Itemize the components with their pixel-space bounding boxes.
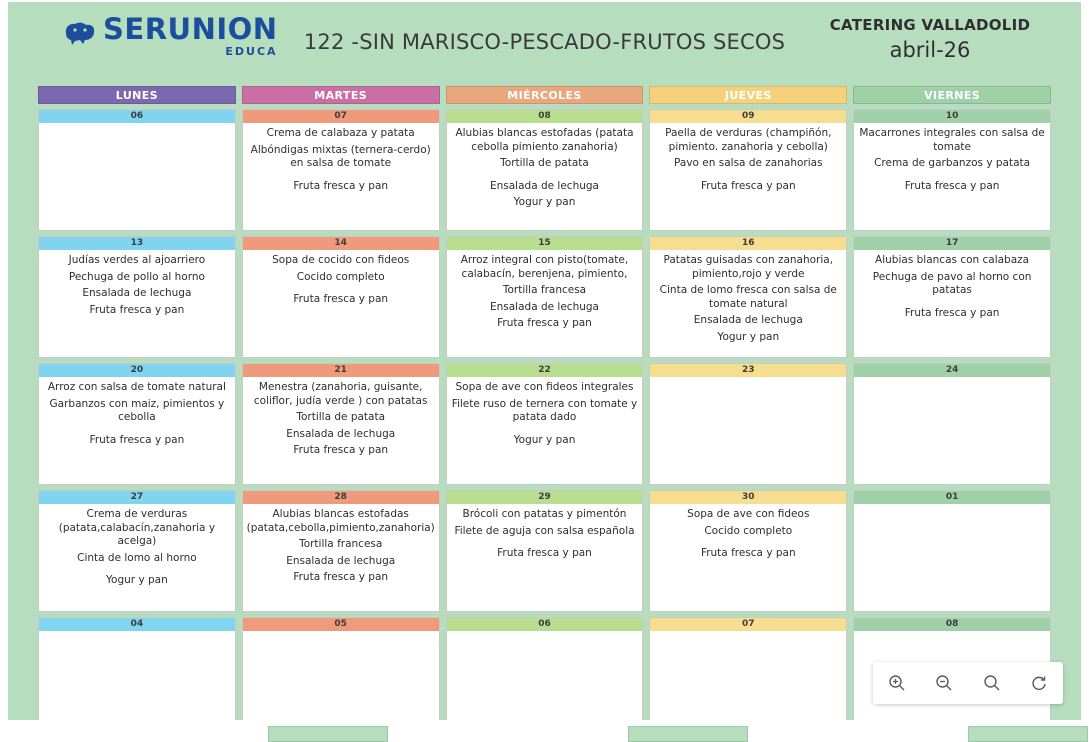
day-number: 28: [243, 491, 439, 504]
day-menu-list: [854, 377, 1050, 484]
weekday-header: VIERNES: [853, 86, 1051, 104]
menu-calendar: [38, 86, 1051, 729]
zoom-out-icon[interactable]: [927, 666, 961, 700]
menu-dish: Ensalada de lechuga: [489, 179, 599, 192]
menu-dish: Fruta fresca y pan: [89, 303, 185, 316]
weekday-header-row: [38, 86, 1051, 104]
calendar-day-cell[interactable]: [242, 490, 440, 612]
menu-dish: Fruta fresca y pan: [89, 433, 185, 446]
weekday-header: LUNES: [38, 86, 236, 104]
day-number: 06: [447, 618, 643, 631]
menu-dish: Tortilla de patata: [296, 411, 386, 423]
day-number: 13: [39, 237, 235, 250]
calendar-day-cell[interactable]: [446, 109, 644, 231]
calendar-day-cell[interactable]: [649, 236, 847, 358]
menu-dish: Fruta fresca y pan: [700, 179, 796, 192]
menu-dish: Yogur y pan: [717, 330, 780, 343]
menu-month: abril-26: [889, 38, 971, 62]
zoom-reset-icon[interactable]: [975, 666, 1009, 700]
menu-dish: Ensalada de lechuga: [489, 300, 599, 313]
menu-dish: Fruta fresca y pan: [293, 444, 389, 456]
calendar-day-cell[interactable]: [38, 363, 236, 485]
day-number: 30: [650, 491, 846, 504]
day-menu-list: [39, 123, 235, 230]
day-number: 17: [854, 237, 1050, 250]
calendar-day-cell[interactable]: [38, 490, 236, 612]
day-number: 20: [39, 364, 235, 377]
menu-dish: Macarrones integrales con salsa de tomate: [859, 127, 1045, 153]
day-number: 16: [650, 237, 846, 250]
day-menu-list: [243, 631, 439, 728]
page-title: 122 -SIN MARISCO-PESCADO-FRUTOS SECOS: [303, 30, 786, 54]
calendar-day-cell[interactable]: [38, 617, 236, 729]
day-menu-list: [650, 123, 846, 230]
calendar-day-cell[interactable]: [446, 236, 644, 358]
menu-dish: Tortilla de patata: [500, 157, 589, 169]
menu-dish: Alubias blancas con calabaza: [875, 254, 1030, 266]
zoom-in-icon[interactable]: [880, 666, 914, 700]
day-menu-list: [650, 631, 846, 728]
menu-dish: Sopa de ave con fideos integrales: [455, 381, 634, 393]
calendar-day-cell[interactable]: [649, 363, 847, 485]
menu-dish: Tortilla francesa: [299, 538, 383, 550]
menu-dish: Yogur y pan: [106, 574, 168, 586]
calendar-day-cell[interactable]: [38, 109, 236, 231]
menu-dish: Arroz con salsa de tomate natural: [47, 381, 226, 393]
page-thumbnail[interactable]: [628, 726, 748, 742]
day-number: 10: [854, 110, 1050, 123]
menu-dish: Cocido completo: [704, 524, 793, 537]
day-menu-list: [854, 250, 1050, 357]
catering-location: CATERING VALLADOLID: [829, 16, 1031, 34]
day-menu-list: [447, 250, 643, 357]
day-menu-list: [650, 377, 846, 484]
menu-dish: Fruta fresca y pan: [497, 317, 592, 329]
menu-dish: Crema de garbanzos y patata: [874, 157, 1031, 169]
calendar-day-cell[interactable]: [242, 363, 440, 485]
menu-dish: Fruta fresca y pan: [904, 179, 1000, 192]
zoom-toolbar[interactable]: [873, 662, 1063, 704]
day-menu-list: [650, 250, 846, 357]
day-number: 01: [854, 491, 1050, 504]
calendar-day-cell[interactable]: [446, 617, 644, 729]
menu-dish: Fruta fresca y pan: [293, 571, 389, 583]
menu-dish: Crema de calabaza y patata: [266, 127, 415, 139]
day-number: 09: [650, 110, 846, 123]
menu-dish: Brócoli con patatas y pimentón: [462, 508, 627, 520]
brand-subtitle: EDUCA: [225, 45, 278, 58]
calendar-day-cell[interactable]: [853, 363, 1051, 485]
menu-dish: Garbanzos con maiz, pimientos y cebolla: [49, 397, 225, 423]
day-number: 15: [447, 237, 643, 250]
calendar-week-row: [38, 490, 1051, 612]
day-menu-list: [243, 504, 439, 611]
page-thumbnail-strip: [0, 720, 1089, 742]
menu-dish: Yogur y pan: [513, 196, 576, 208]
calendar-day-cell[interactable]: [853, 490, 1051, 612]
calendar-day-cell[interactable]: [649, 617, 847, 729]
day-menu-list: [243, 250, 439, 357]
day-number: 05: [243, 618, 439, 631]
day-menu-list: [39, 631, 235, 728]
menu-dish: Tortilla francesa: [502, 284, 587, 296]
calendar-week-row: [38, 109, 1051, 231]
menu-dish: Ensalada de lechuga: [82, 287, 192, 299]
menu-dish: Sopa de cocido con fideos: [272, 254, 410, 266]
menu-dish: Pechuga de pavo al horno con patatas: [872, 270, 1032, 296]
day-menu-list: [854, 504, 1050, 611]
calendar-day-cell[interactable]: [38, 236, 236, 358]
menu-sheet: [8, 2, 1081, 722]
weekday-header: MARTES: [242, 86, 440, 104]
menu-dish: Yogur y pan: [513, 433, 576, 446]
menu-dish: Judías verdes al ajoarriero: [68, 254, 206, 266]
calendar-day-cell[interactable]: [242, 236, 440, 358]
menu-dish: Filete ruso de ternera con tomate y patata dado: [451, 397, 638, 423]
menu-dish: Albóndigas mixtas (ternera-cerdo) en salsa de tomate: [250, 143, 431, 169]
menu-dish: Ensalada de lechuga: [286, 554, 396, 567]
day-number: 08: [854, 618, 1050, 631]
day-number: 08: [447, 110, 643, 123]
day-menu-list: [447, 504, 643, 611]
calendar-week-row: [38, 363, 1051, 485]
menu-dish: Pavo en salsa de zanahorias: [674, 157, 823, 169]
menu-dish: Alubias blancas estofadas (patata cebolla pimiento zanahoria): [455, 127, 634, 153]
calendar-week-row: [38, 236, 1051, 358]
menu-dish: Cinta de lomo fresca con salsa de tomate natural: [659, 284, 837, 310]
menu-dish: Cocido completo: [296, 270, 385, 283]
brand-name: SERUNION: [103, 12, 278, 46]
day-menu-list: [650, 504, 846, 611]
day-number: 06: [39, 110, 235, 123]
calendar-weeks: [38, 109, 1051, 729]
menu-dish: Arroz integral con pisto(tomate, calabacín, berenjena, pimiento,: [460, 254, 629, 280]
calendar-day-cell[interactable]: [446, 490, 644, 612]
weekday-header: JUEVES: [649, 86, 847, 104]
calendar-day-cell[interactable]: [242, 617, 440, 729]
calendar-day-cell[interactable]: [853, 109, 1051, 231]
menu-dish: Menestra (zanahoria, guisante, coliflor, judía verde ) con patatas: [253, 381, 428, 407]
day-menu-list: [243, 377, 439, 484]
rotate-icon[interactable]: [1022, 666, 1056, 700]
calendar-day-cell[interactable]: [242, 109, 440, 231]
day-menu-list: [39, 250, 235, 357]
menu-dish: Filete de aguja con salsa española: [454, 524, 635, 537]
weekday-header: MIÉRCOLES: [446, 86, 644, 104]
menu-dish: Ensalada de lechuga: [286, 427, 396, 440]
day-number: 07: [650, 618, 846, 631]
menu-dish: Fruta fresca y pan: [497, 547, 592, 559]
page-thumbnail[interactable]: [268, 726, 388, 742]
day-number: 23: [650, 364, 846, 377]
calendar-day-cell[interactable]: [446, 363, 644, 485]
day-number: 14: [243, 237, 439, 250]
menu-dish: Crema de verduras (patata,calabacín,zanahoria y acelga): [58, 508, 216, 547]
menu-dish: Alubias blancas estofadas (patata,cebolla,pimiento,zanahoria): [246, 508, 435, 534]
page-thumbnail[interactable]: [968, 726, 1088, 742]
menu-dish: Fruta fresca y pan: [904, 306, 1000, 319]
calendar-day-cell[interactable]: [649, 490, 847, 612]
sheet-header: [8, 2, 1081, 70]
calendar-day-cell[interactable]: [853, 236, 1051, 358]
calendar-day-cell[interactable]: [649, 109, 847, 231]
day-number: 22: [447, 364, 643, 377]
day-number: 24: [854, 364, 1050, 377]
day-number: 07: [243, 110, 439, 123]
day-number: 04: [39, 618, 235, 631]
menu-dish: Pechuga de pollo al horno: [68, 270, 205, 283]
day-menu-list: [39, 377, 235, 484]
menu-dish: Fruta fresca y pan: [293, 179, 389, 192]
menu-dish: Cinta de lomo al horno: [77, 551, 197, 564]
day-menu-list: [447, 631, 643, 728]
menu-dish: Paella de verduras (champiñón, pimiento. zanahoria y cebolla): [665, 127, 832, 153]
day-menu-list: [447, 377, 643, 484]
day-menu-list: [243, 123, 439, 230]
day-menu-list: [447, 123, 643, 230]
header-right-block: [815, 16, 1045, 62]
day-menu-list: [39, 504, 235, 611]
menu-dish: Fruta fresca y pan: [293, 293, 389, 305]
menu-dish: Sopa de ave con fideos: [687, 508, 810, 520]
day-number: 29: [447, 491, 643, 504]
day-menu-list: [854, 123, 1050, 230]
menu-dish: Fruta fresca y pan: [700, 547, 796, 559]
menu-dish: Patatas guisadas con zanahoria, pimiento,rojo y verde: [663, 254, 834, 280]
day-number: 21: [243, 364, 439, 377]
day-number: 27: [39, 491, 235, 504]
menu-dish: Ensalada de lechuga: [693, 314, 803, 326]
